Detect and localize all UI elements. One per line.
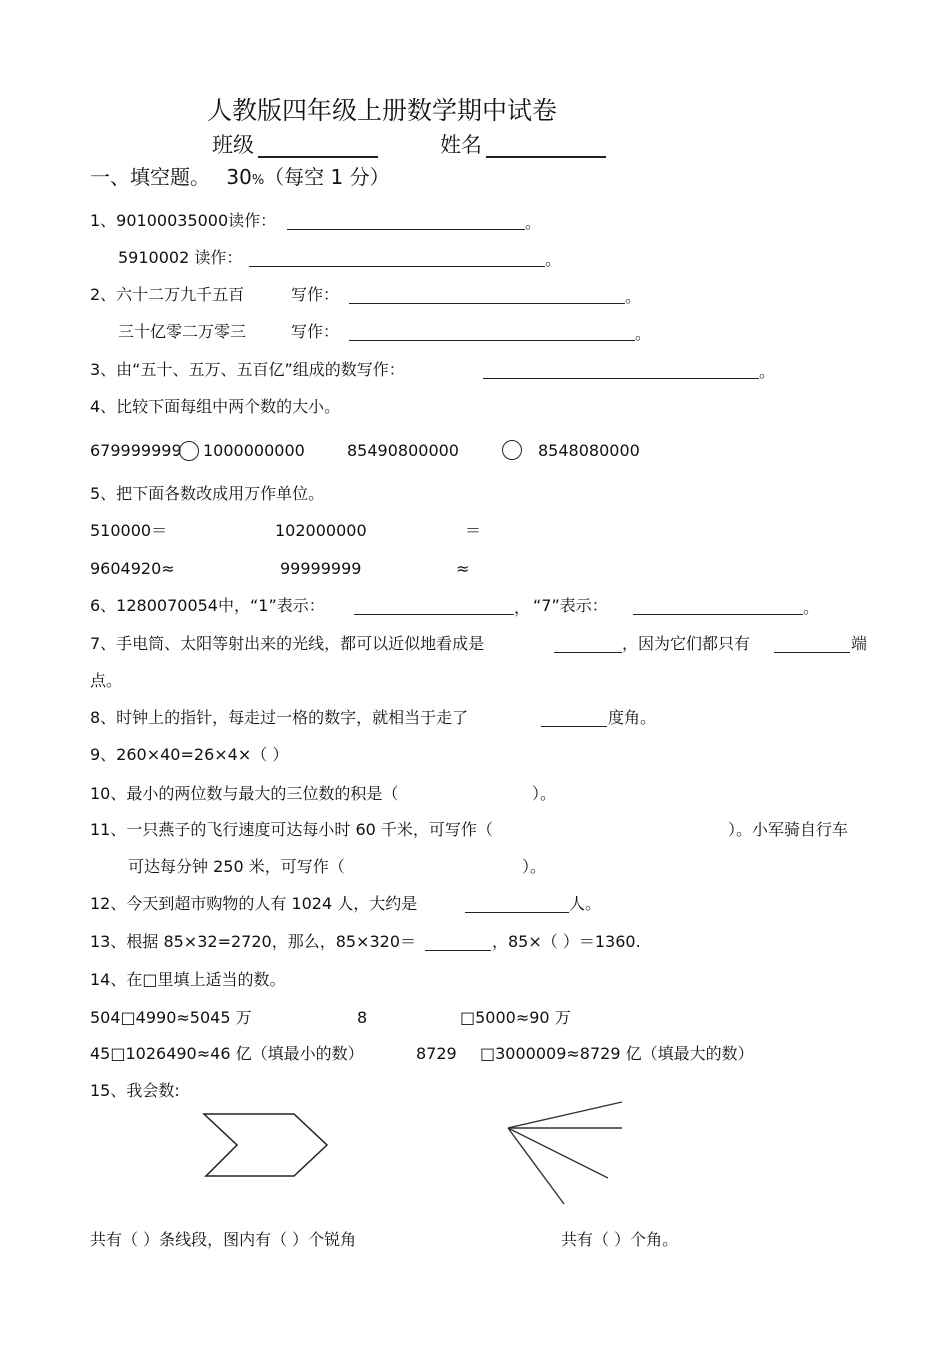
name-blank[interactable] <box>486 156 606 158</box>
q6-blank-a[interactable] <box>354 614 514 615</box>
q2-line-a: 2、六十二万九千五百 <box>90 285 245 304</box>
q2-write-b: 写作： <box>291 322 340 341</box>
q5-text: 5、把下面各数改成用万作单位。 <box>90 484 325 503</box>
q13-b: ，85×（ ）＝1360. <box>492 932 641 951</box>
q1-line-a: 1、90100035000读作： <box>90 211 277 230</box>
q10-text: 10、最小的两位数与最大的三位数的积是（ <box>90 784 399 803</box>
q4-compare-circle-2[interactable] <box>502 440 522 460</box>
q4-num-2: 1000000000 <box>203 441 305 460</box>
q5-a: 510000＝ <box>90 521 168 540</box>
q14-e: 8729 <box>416 1044 457 1063</box>
q8-a: 8、时钟上的指针，每走过一格的数字，就相当于走了 <box>90 708 469 727</box>
arrow-shape-figure <box>200 1110 340 1180</box>
q6-b: “7”表示： <box>533 596 608 615</box>
ray-3 <box>508 1128 608 1178</box>
q5-d: 99999999 <box>280 559 362 578</box>
q14-b: 8 <box>357 1008 368 1027</box>
q7-blank-a[interactable] <box>554 652 622 653</box>
q3-end: 。 <box>759 362 776 381</box>
q9-text: 9、260×40=26×4×（ ） <box>90 745 289 764</box>
q7-a: 7、手电筒、太阳等射出来的光线，都可以近似地看成是 <box>90 634 485 653</box>
name-label: 姓名 <box>440 133 482 157</box>
q11-d: ）。 <box>522 857 547 876</box>
page-title: 人教版四年级上册数学期中试卷 <box>207 96 558 125</box>
section-note: （每空 1 分） <box>264 165 390 189</box>
q7-blank-b[interactable] <box>774 652 850 653</box>
q11-c: 可达每分钟 250 米，可写作（ <box>128 857 345 876</box>
q14-a: 504□4990≈5045 万 <box>90 1008 252 1027</box>
q2-write-a: 写作： <box>291 285 340 304</box>
q1-line-b: 5910002 读作： <box>118 248 243 267</box>
section-heading <box>90 164 390 194</box>
q4-compare-circle-1[interactable] <box>179 441 199 461</box>
q4-num-1: 679999999 <box>90 441 182 460</box>
q12-a: 12、今天到超市购物的人有 1024 人，大约是 <box>90 894 418 913</box>
q14-c: □5000≈90 万 <box>460 1008 571 1027</box>
q1-blank-a[interactable] <box>287 229 525 230</box>
q5-b: 102000000 <box>275 521 367 540</box>
q14-f: □3000009≈8729 亿（填最大的数） <box>480 1044 754 1063</box>
q3-text: 3、由“五十、五万、五百亿”组成的数写作： <box>90 360 405 379</box>
q1-end-b: 。 <box>545 250 562 269</box>
section-percent: % <box>251 173 265 188</box>
q4-num-4: 8548080000 <box>538 441 640 460</box>
class-blank[interactable] <box>258 156 378 158</box>
q6-comma: ， <box>514 598 531 617</box>
q12-blank[interactable] <box>465 912 569 913</box>
q5-b-op: ＝ <box>465 521 482 540</box>
ray-1 <box>508 1102 622 1128</box>
q15-text: 15、我会数: <box>90 1081 180 1100</box>
q8-b: 度角。 <box>608 708 657 727</box>
q2-blank-a[interactable] <box>349 303 625 304</box>
q13-a: 13、根据 85×32=2720，那么，85×320＝ <box>90 932 417 951</box>
q2-blank-b[interactable] <box>349 340 635 341</box>
section-score: 30 <box>226 165 252 189</box>
q11-a: 11、一只燕子的飞行速度可达每小时 60 千米，可写作（ <box>90 820 493 839</box>
q15-b: 共有（ ）个角。 <box>561 1230 679 1249</box>
q6-end: 。 <box>803 598 820 617</box>
q11-b: ）。小军骑自行车 <box>728 820 849 839</box>
q6-blank-b[interactable] <box>633 614 803 615</box>
q6-a: 6、1280070054中，“1”表示： <box>90 596 325 615</box>
q12-b: 人。 <box>569 894 602 913</box>
q2-end-a: 。 <box>625 287 642 306</box>
q7-d: 点。 <box>90 671 123 690</box>
q14-d: 45□1026490≈46 亿（填最小的数） <box>90 1044 364 1063</box>
q3-blank[interactable] <box>483 378 759 379</box>
q2-line-b: 三十亿零二万零三 <box>118 322 247 341</box>
q4-text: 4、比较下面每组中两个数的大小。 <box>90 397 341 416</box>
q7-b: ，因为它们都只有 <box>622 634 751 653</box>
q5-c: 9604920≈ <box>90 559 175 578</box>
ray-4 <box>508 1128 564 1204</box>
q14-text: 14、在□里填上适当的数。 <box>90 970 286 989</box>
class-label: 班级 <box>212 133 254 157</box>
q5-d-op: ≈ <box>456 559 470 578</box>
q1-blank-b[interactable] <box>249 266 545 267</box>
rays-angle-figure <box>500 1098 630 1208</box>
q7-c: 端 <box>851 634 868 653</box>
q2-end-b: 。 <box>635 324 652 343</box>
q15-a: 共有（ ）条线段，图内有（ ）个锐角 <box>90 1230 357 1249</box>
q13-blank[interactable] <box>425 950 491 951</box>
q10-end: ）。 <box>532 784 557 803</box>
q8-blank[interactable] <box>541 726 607 727</box>
q4-num-3: 85490800000 <box>347 441 459 460</box>
section-number: 一、填空题。 <box>90 165 210 189</box>
q1-end-a: 。 <box>525 213 542 232</box>
arrow-shape-outline <box>204 1114 327 1176</box>
